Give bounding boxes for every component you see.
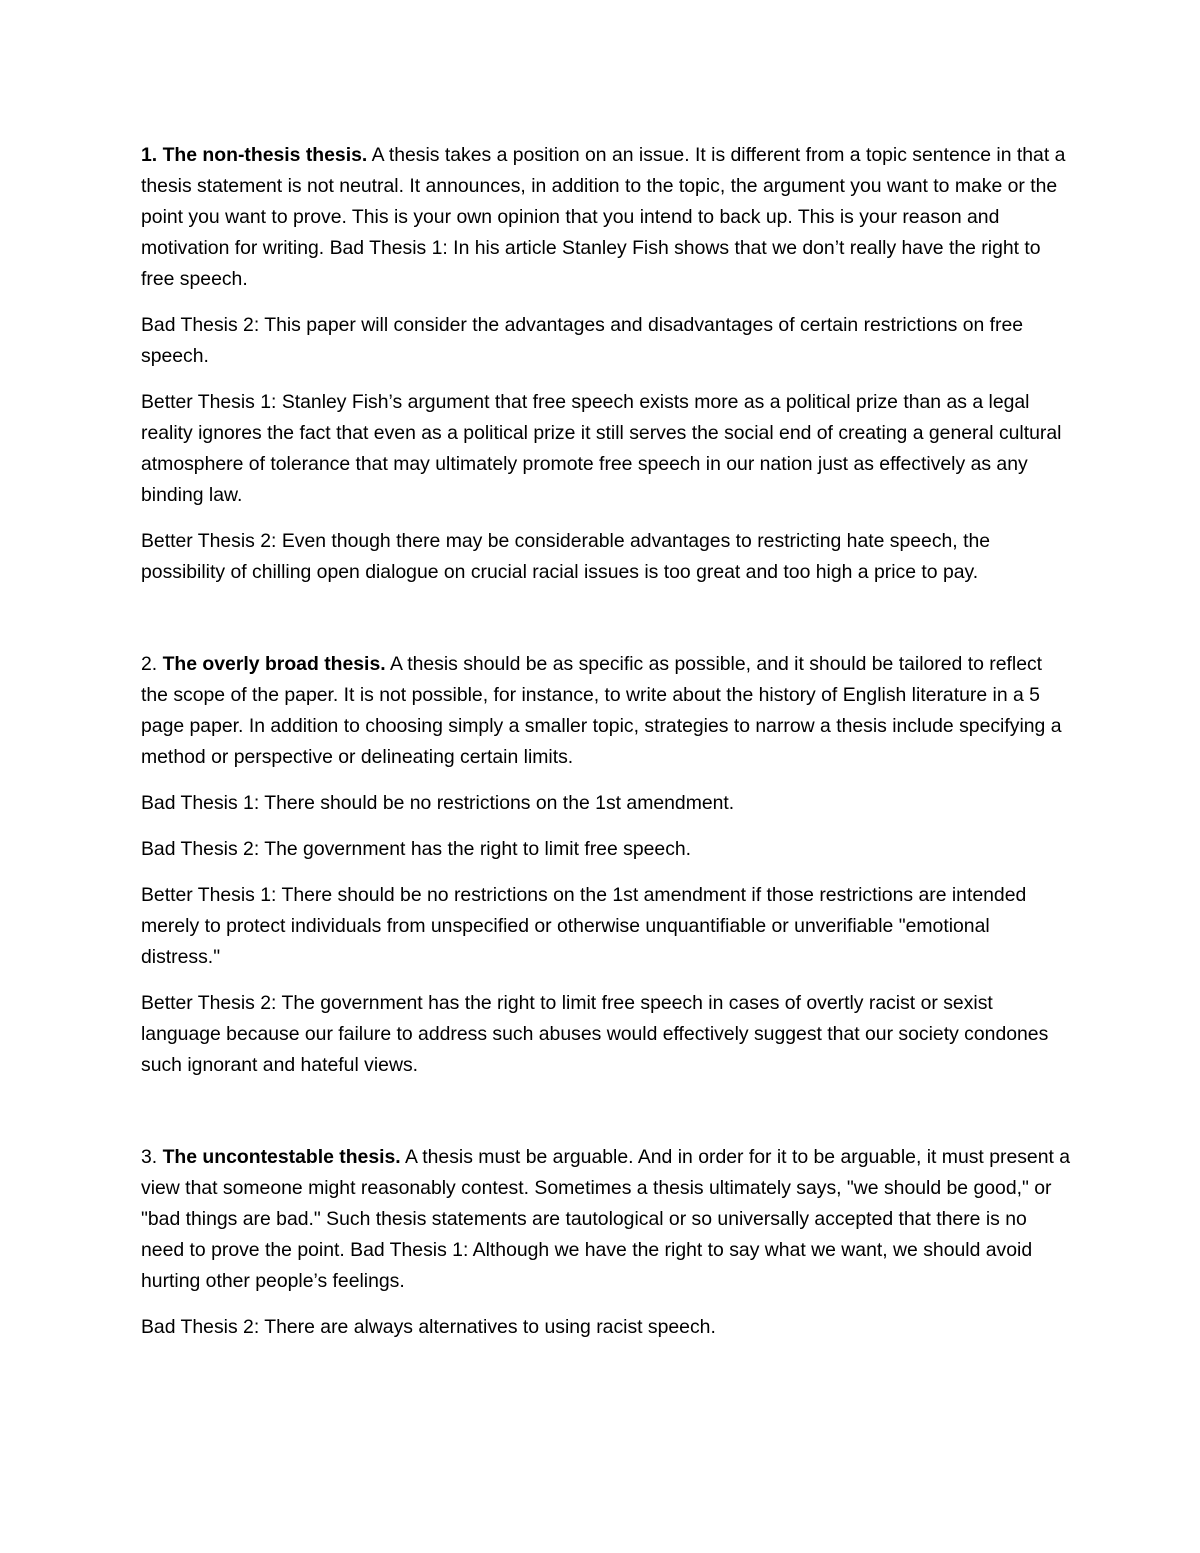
bad-thesis-2: Bad Thesis 2: The government has the right to limit free speech. bbox=[141, 838, 692, 860]
section-intro-text: A thesis should be as specific as possible, and it should be tailored to reflect the scope of the paper. It is not possible, for instance, to write about the history of English literature in a 5 page paper. In addition to choosing simply a smaller topic, strategies to narrow a thesis include specifying a method or perspective or delineating certain limits. bbox=[141, 653, 1062, 768]
section-title: The uncontestable thesis. bbox=[162, 1146, 401, 1168]
section-intro-paragraph bbox=[141, 649, 1071, 773]
better-thesis-1: Better Thesis 1: Stanley Fish’s argument that free speech exists more as a political prize than as a legal reality ignores the fact that even as a political prize it still serves the social end of creating a general cultural atmosphere of tolerance that may ultimately promote free speech in our nation just as effectively as any binding law. bbox=[141, 391, 1062, 506]
better-thesis-2: Better Thesis 2: The government has the right to limit free speech in cases of overtly racist or sexist language because our failure to address such abuses would effectively suggest that our society condones such ignorant and hateful views. bbox=[141, 992, 1049, 1076]
section-non-thesis bbox=[141, 140, 1071, 588]
section-spacer bbox=[141, 1096, 1071, 1142]
bad-thesis-2: Bad Thesis 2: This paper will consider the advantages and disadvantages of certain restrictions on free speech. bbox=[141, 314, 1024, 367]
section-intro-text: A thesis takes a position on an issue. It is different from a topic sentence in that a thesis statement is not neutral. It announces, in addition to the topic, the argument you want to make or the point you want to prove. This is your own opinion that you intend to back up. This is your reason and motivation for writing. Bad Thesis 1: In his article Stanley Fish shows that we don’t really have the right to free speech. bbox=[141, 144, 1066, 290]
section-title: The non-thesis thesis. bbox=[162, 144, 368, 166]
section-intro-text: A thesis must be arguable. And in order for it to be arguable, it must present a view that someone might reasonably contest. Sometimes a thesis ultimately says, "we should be good," or "bad things are bad." Such thesis statements are tautological or so universally accepted that there is no need to prove the point. Bad Thesis 1: Although we have the right to say what we want, we should avoid hurting other people’s feelings. bbox=[141, 1146, 1071, 1292]
bad-thesis-1: Bad Thesis 1: There should be no restrictions on the 1st amendment. bbox=[141, 792, 735, 814]
document-page bbox=[141, 140, 1071, 1358]
section-number: 3. bbox=[141, 1146, 163, 1168]
better-thesis-2: Better Thesis 2: Even though there may be considerable advantages to restricting hate speech, the possibility of chilling open dialogue on crucial racial issues is too great and too high a price to pay. bbox=[141, 530, 991, 583]
section-title: The overly broad thesis. bbox=[162, 653, 386, 675]
section-uncontestable bbox=[141, 1142, 1071, 1343]
section-intro-paragraph bbox=[141, 1142, 1071, 1297]
section-number: 2. bbox=[141, 653, 163, 675]
section-intro-paragraph bbox=[141, 140, 1071, 295]
section-overly-broad bbox=[141, 649, 1071, 1081]
bad-thesis-2: Bad Thesis 2: There are always alternatives to using racist speech. bbox=[141, 1316, 716, 1338]
section-spacer bbox=[141, 603, 1071, 649]
section-number: 1. bbox=[141, 144, 158, 166]
better-thesis-1: Better Thesis 1: There should be no restrictions on the 1st amendment if those restrictions are intended merely to protect individuals from unspecified or otherwise unquantifiable or unverifiable "emotional distress." bbox=[141, 884, 1027, 968]
